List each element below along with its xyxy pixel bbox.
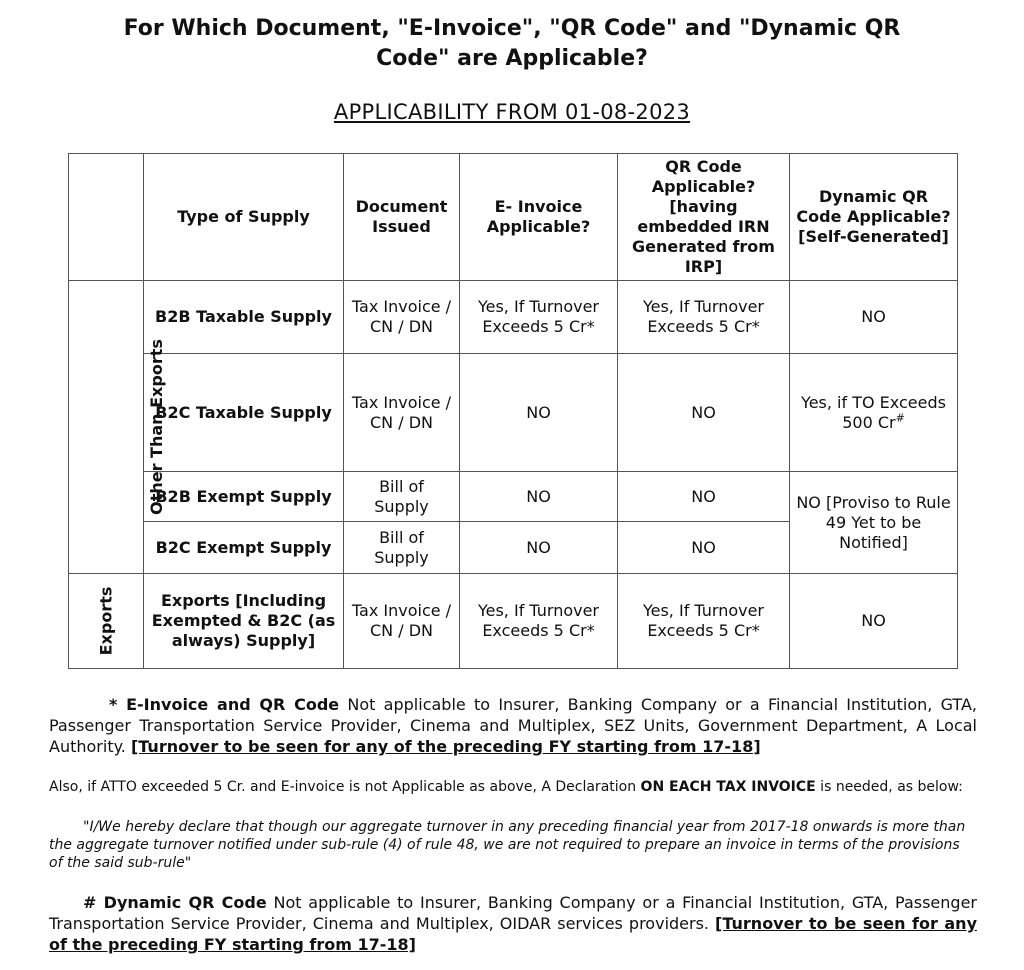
row-qr-code: Yes, If Turnover Exceeds 5 Cr* [618,574,790,669]
footnote-einvoice-text: Not applicable to Insurer, Banking Company or a Financial Institution, GTA, Passenger Transportation Service Provider, Cinema and Multiplex, SEZ Units, Government Department, A Local Authority. [49,695,977,756]
header-document-issued: Document Issued [344,154,460,281]
header-einvoice-applicable: E- Invoice Applicable? [460,154,618,281]
declaration-quote: "I/We hereby declare that though our aggregate turnover in any preceding financial year from 2017-18 onwards is more than the aggregate turnover notified under sub-rule (4) of rule 48, we are not required to prepare an invoice in terms of the provisions of the said sub-rule" [49,819,966,871]
row-type-of-supply: Exports [Including Exempted & B2C (as always) Supply] [144,574,344,669]
row-dynamic-qr: NO [Proviso to Rule 49 Yet to be Notified] [790,472,958,574]
page-title-line-1: For Which Document, "E-Invoice", "QR Code" and "Dynamic QR [123,16,901,41]
row-einvoice: NO [460,354,618,472]
table-row [69,472,958,522]
footnote-dynamic-qr [49,892,977,955]
row-document-issued: Tax Invoice / CN / DN [344,354,460,472]
row-einvoice: Yes, If Turnover Exceeds 5 Cr* [460,574,618,669]
footnote-einvoice-turnover: [Turnover to be seen for any of the preceding FY starting from 17-18] [130,737,761,756]
row-type-of-supply: B2B Taxable Supply [144,281,344,354]
row-qr-code: Yes, If Turnover Exceeds 5 Cr* [618,281,790,354]
header-empty-cell [69,154,144,281]
row-dynamic-qr-text: Yes, if TO Exceeds 500 Cr [801,392,946,432]
footnote-dynamic-qr-marker: # Dynamic QR Code [83,893,267,912]
row-document-issued: Tax Invoice / CN / DN [344,574,460,669]
page-subtitle: APPLICABILITY FROM 01-08-2023 [333,100,691,124]
table-row [69,574,958,669]
hash-marker: # [895,411,905,425]
footnote-dynamic-qr-turnover: [Turnover to be seen for any of the preceding FY starting from 17-18] [49,914,977,954]
row-einvoice: Yes, If Turnover Exceeds 5 Cr* [460,281,618,354]
table-row [69,354,958,472]
row-document-issued: Bill of Supply [344,472,460,522]
header-qr-code-applicable: QR Code Applicable? [having embedded IRN Generated from IRP] [618,154,790,281]
applicability-table [68,153,958,669]
row-einvoice: NO [460,522,618,574]
page-title-line-2: Code" are Applicable? [376,46,648,71]
footnote-einvoice [49,694,977,757]
row-type-of-supply: B2B Exempt Supply [144,472,344,522]
row-type-of-supply: B2C Exempt Supply [144,522,344,574]
header-dynamic-qr-applicable: Dynamic QR Code Applicable? [Self-Generated] [790,154,958,281]
row-dynamic-qr: NO [790,281,958,354]
group-label-exports: Exports [69,574,144,669]
row-qr-code: NO [618,522,790,574]
group-label-other-than-exports: Other Than Exports [69,281,144,574]
row-einvoice: NO [460,472,618,522]
header-type-of-supply: Type of Supply [144,154,344,281]
table-header-row [69,154,958,281]
row-type-of-supply: B2C Taxable Supply [144,354,344,472]
row-dynamic-qr [790,354,958,472]
row-document-issued: Tax Invoice / CN / DN [344,281,460,354]
declaration-note-bold: ON EACH TAX INVOICE [640,779,816,795]
row-qr-code: NO [618,472,790,522]
table-row [69,281,958,354]
declaration-note [49,778,977,797]
declaration-note-text: Also, if ATTO exceeded 5 Cr. and E-invoice is not Applicable as above, A Declaration [49,779,641,795]
page-title [40,14,984,74]
row-document-issued: Bill of Supply [344,522,460,574]
footnote-einvoice-marker: * E-Invoice and QR Code [109,695,340,714]
footnote-dynamic-qr-text: Not applicable to Insurer, Banking Company or a Financial Institution, GTA, Passenger Transportation Service Provider, Cinema and Multiplex, OIDAR services providers. [49,893,977,933]
declaration-note-text-end: is needed, as below: [815,779,963,795]
row-dynamic-qr: NO [790,574,958,669]
row-qr-code: NO [618,354,790,472]
